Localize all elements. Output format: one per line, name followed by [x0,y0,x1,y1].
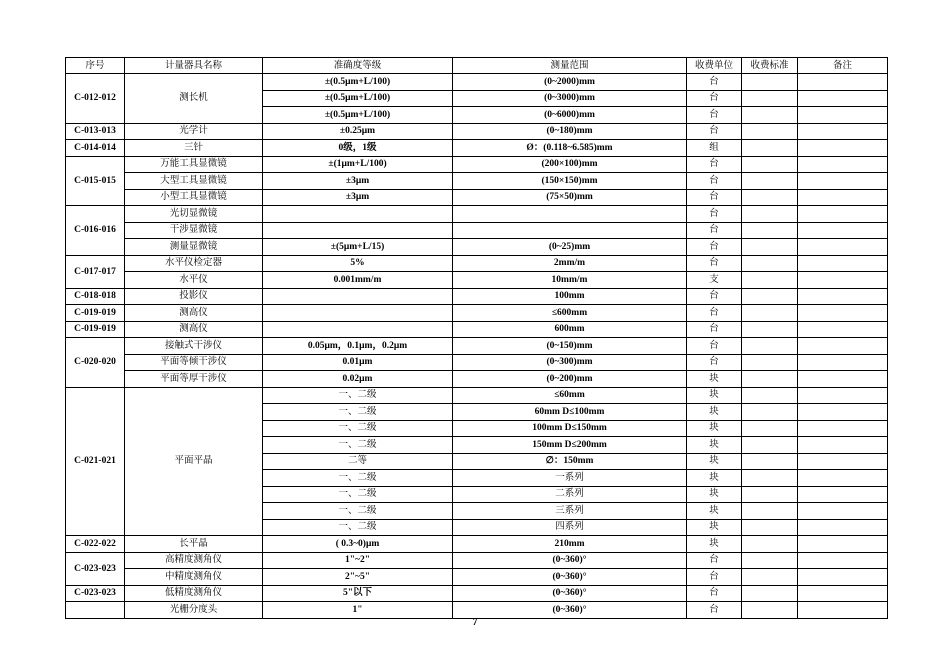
unit-cell: 台 [687,156,742,173]
fee-cell [742,305,798,322]
unit-cell: 支 [687,272,742,289]
accuracy-cell: 一、二级 [263,503,453,520]
fee-cell [742,156,798,173]
instrument-name-cell: 小型工具显微镜 [125,189,263,206]
note-cell [798,354,888,371]
range-cell: (0~360)° [453,569,687,586]
serial-cell: C-021-021 [66,387,125,536]
accuracy-cell [263,305,453,322]
note-cell [798,404,888,421]
fee-cell [742,74,798,91]
accuracy-cell: 一、二级 [263,519,453,536]
instrument-name-cell: 测高仪 [125,305,263,322]
range-cell: 600mm [453,321,687,338]
unit-cell: 块 [687,371,742,388]
serial-cell [66,602,125,619]
range-cell: 150mm D≤200mm [453,437,687,454]
instrument-name-cell: 投影仪 [125,288,263,305]
table-row [66,371,888,388]
serial-cell: C-019-019 [66,321,125,338]
accuracy-cell: 0.05μm，0.1μm，0.2μm [263,338,453,355]
serial-cell: C-013-013 [66,123,125,140]
accuracy-cell [263,206,453,223]
accuracy-cell: 0.02μm [263,371,453,388]
unit-cell: 台 [687,305,742,322]
accuracy-cell: 0级，1级 [263,140,453,157]
header-row [66,58,888,74]
range-cell: (150×150)mm [453,173,687,190]
fee-cell [742,569,798,586]
range-cell: (0~6000)mm [453,107,687,124]
table-row [66,222,888,239]
table-row [66,189,888,206]
range-cell: (0~3000)mm [453,90,687,107]
accuracy-cell: ±(0.5μm+L/100) [263,107,453,124]
range-cell: 100mm D≤150mm [453,420,687,437]
instrument-name-cell: 水平仪 [125,272,263,289]
range-cell: ≤600mm [453,305,687,322]
range-cell [453,206,687,223]
instrument-name-cell: 测量显微镜 [125,239,263,256]
table-row [66,387,888,404]
accuracy-cell: 一、二级 [263,404,453,421]
note-cell [798,437,888,454]
serial-cell: C-015-015 [66,156,125,206]
table-row [66,74,888,91]
instrument-name-cell: 中精度测角仪 [125,569,263,586]
note-cell [798,90,888,107]
unit-cell: 台 [687,222,742,239]
table-row [66,602,888,619]
serial-cell: C-018-018 [66,288,125,305]
unit-cell: 台 [687,123,742,140]
range-cell: Ø：(0.118~6.585)mm [453,140,687,157]
accuracy-cell: 5% [263,255,453,272]
accuracy-cell: 一、二级 [263,486,453,503]
note-cell [798,371,888,388]
note-cell [798,503,888,520]
fee-cell [742,585,798,602]
range-cell [453,222,687,239]
table-row [66,569,888,586]
note-cell [798,189,888,206]
table-row [66,585,888,602]
fee-cell [742,222,798,239]
accuracy-cell: 一、二级 [263,437,453,454]
fee-cell [742,552,798,569]
table-row [66,321,888,338]
fee-cell [742,371,798,388]
serial-cell: C-022-022 [66,536,125,553]
fee-cell [742,354,798,371]
note-cell [798,519,888,536]
unit-cell: 块 [687,437,742,454]
header-fee: 收费标准 [742,58,798,74]
unit-cell: 台 [687,74,742,91]
instrument-name-cell: 水平仪检定器 [125,255,263,272]
fee-cell [742,206,798,223]
accuracy-cell: 一、二级 [263,420,453,437]
serial-cell: C-019-019 [66,305,125,322]
fee-table [65,57,888,619]
accuracy-cell: 一、二级 [263,387,453,404]
fee-cell [742,503,798,520]
serial-cell: C-012-012 [66,74,125,124]
fee-cell [742,338,798,355]
range-cell: 100mm [453,288,687,305]
unit-cell: 台 [687,189,742,206]
accuracy-cell: 1"~2" [263,552,453,569]
instrument-name-cell: 高精度测角仪 [125,552,263,569]
table-body [66,74,888,619]
table-row [66,255,888,272]
note-cell [798,173,888,190]
note-cell [798,239,888,256]
fee-cell [742,404,798,421]
unit-cell: 台 [687,239,742,256]
range-cell: (200×100)mm [453,156,687,173]
serial-cell: C-014-014 [66,140,125,157]
note-cell [798,206,888,223]
fee-cell [742,189,798,206]
note-cell [798,107,888,124]
accuracy-cell: 1" [263,602,453,619]
table-row [66,206,888,223]
instrument-name-cell: 光切显微镜 [125,206,263,223]
accuracy-cell: 二等 [263,453,453,470]
fee-cell [742,321,798,338]
instrument-name-cell: 大型工具显微镜 [125,173,263,190]
note-cell [798,602,888,619]
instrument-name-cell: 平面等倾干涉仪 [125,354,263,371]
table-row [66,156,888,173]
note-cell [798,486,888,503]
note-cell [798,123,888,140]
table-row [66,305,888,322]
unit-cell: 台 [687,585,742,602]
header-serial: 序号 [66,58,125,74]
accuracy-cell: 一、二级 [263,470,453,487]
accuracy-cell: ±3μm [263,189,453,206]
accuracy-cell: ±(1μm+L/100) [263,156,453,173]
note-cell [798,387,888,404]
range-cell: 60mm D≤100mm [453,404,687,421]
range-cell: ∅：150mm [453,453,687,470]
accuracy-cell [263,222,453,239]
range-cell: (0~180)mm [453,123,687,140]
header-range: 测量范围 [453,58,687,74]
range-cell: (0~360)° [453,552,687,569]
serial-cell: C-023-023 [66,552,125,585]
note-cell [798,453,888,470]
unit-cell: 台 [687,173,742,190]
table-row [66,239,888,256]
unit-cell: 台 [687,602,742,619]
note-cell [798,140,888,157]
serial-cell: C-023-023 [66,585,125,602]
unit-cell: 块 [687,519,742,536]
table-row [66,338,888,355]
instrument-name-cell: 接触式干涉仪 [125,338,263,355]
note-cell [798,569,888,586]
range-cell: (0~300)mm [453,354,687,371]
fee-cell [742,272,798,289]
fee-cell [742,519,798,536]
instrument-name-cell: 平面等厚干涉仪 [125,371,263,388]
accuracy-cell: ±0.25μm [263,123,453,140]
fee-cell [742,239,798,256]
unit-cell: 台 [687,90,742,107]
note-cell [798,552,888,569]
accuracy-cell: ±(0.5μm+L/100) [263,90,453,107]
unit-cell: 台 [687,552,742,569]
note-cell [798,470,888,487]
accuracy-cell: 2"~5" [263,569,453,586]
header-instrument-name: 计量器具名称 [125,58,263,74]
note-cell [798,585,888,602]
range-cell: 2mm/m [453,255,687,272]
unit-cell: 组 [687,140,742,157]
instrument-name-cell: 低精度测角仪 [125,585,263,602]
accuracy-cell [263,288,453,305]
range-cell: (0~200)mm [453,371,687,388]
note-cell [798,305,888,322]
range-cell: 210mm [453,536,687,553]
table-row [66,552,888,569]
fee-cell [742,90,798,107]
instrument-name-cell: 干涉显微镜 [125,222,263,239]
unit-cell: 台 [687,338,742,355]
accuracy-cell: 0.01μm [263,354,453,371]
instrument-name-cell: 长平晶 [125,536,263,553]
serial-cell: C-020-020 [66,338,125,388]
table-row [66,173,888,190]
fee-cell [742,420,798,437]
range-cell: (0~360)° [453,602,687,619]
fee-cell [742,140,798,157]
range-cell: 三系列 [453,503,687,520]
note-cell [798,288,888,305]
note-cell [798,74,888,91]
table-row [66,123,888,140]
table-row [66,354,888,371]
note-cell [798,222,888,239]
fee-cell [742,453,798,470]
note-cell [798,272,888,289]
table-row [66,288,888,305]
unit-cell: 块 [687,536,742,553]
range-cell: ≤60mm [453,387,687,404]
range-cell: (0~360)° [453,585,687,602]
range-cell: (75×50)mm [453,189,687,206]
range-cell: (0~2000)mm [453,74,687,91]
note-cell [798,255,888,272]
accuracy-cell: 0.001mm/m [263,272,453,289]
table-header [66,58,888,74]
fee-cell [742,387,798,404]
accuracy-cell: ±(5μm+L/15) [263,239,453,256]
accuracy-cell: ( 0.3~0)μm [263,536,453,553]
unit-cell: 块 [687,486,742,503]
instrument-name-cell: 平面平晶 [125,387,263,536]
header-unit: 收费单位 [687,58,742,74]
accuracy-cell: ±(0.5μm+L/100) [263,74,453,91]
table-row [66,140,888,157]
fee-cell [742,123,798,140]
note-cell [798,156,888,173]
instrument-name-cell: 三针 [125,140,263,157]
page-number: 7 [472,617,478,628]
serial-cell: C-016-016 [66,206,125,256]
table-row [66,272,888,289]
unit-cell: 台 [687,206,742,223]
range-cell: (0~25)mm [453,239,687,256]
unit-cell: 台 [687,288,742,305]
fee-cell [742,486,798,503]
fee-cell [742,255,798,272]
header-accuracy: 准确度等级 [263,58,453,74]
unit-cell: 块 [687,453,742,470]
fee-cell [742,602,798,619]
fee-cell [742,107,798,124]
serial-cell: C-017-017 [66,255,125,288]
note-cell [798,321,888,338]
fee-cell [742,288,798,305]
fee-cell [742,437,798,454]
instrument-name-cell: 测高仪 [125,321,263,338]
instrument-name-cell: 光栅分度头 [125,602,263,619]
unit-cell: 块 [687,404,742,421]
accuracy-cell [263,321,453,338]
range-cell: 10mm/m [453,272,687,289]
unit-cell: 块 [687,420,742,437]
fee-cell [742,536,798,553]
unit-cell: 块 [687,470,742,487]
instrument-name-cell: 测长机 [125,74,263,124]
table-row [66,536,888,553]
unit-cell: 台 [687,569,742,586]
range-cell: 四系列 [453,519,687,536]
unit-cell: 块 [687,387,742,404]
note-cell [798,338,888,355]
unit-cell: 台 [687,354,742,371]
fee-cell [742,470,798,487]
unit-cell: 台 [687,321,742,338]
note-cell [798,420,888,437]
range-cell: 二系列 [453,486,687,503]
instrument-name-cell: 光学计 [125,123,263,140]
accuracy-cell: 5"以下 [263,585,453,602]
range-cell: (0~150)mm [453,338,687,355]
fee-cell [742,173,798,190]
unit-cell: 台 [687,255,742,272]
header-note: 备注 [798,58,888,74]
accuracy-cell: ±3μm [263,173,453,190]
unit-cell: 台 [687,107,742,124]
note-cell [798,536,888,553]
instrument-name-cell: 万能工具显微镜 [125,156,263,173]
unit-cell: 块 [687,503,742,520]
range-cell: 一系列 [453,470,687,487]
